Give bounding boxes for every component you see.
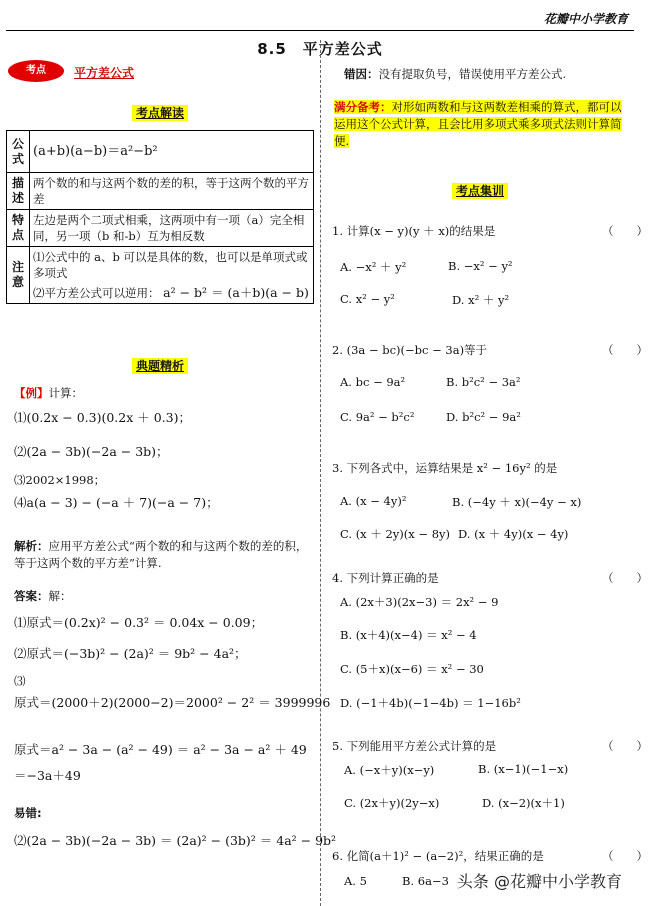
option: C. (5＋x)(x−6) ＝ x² − 30 [340,662,484,676]
section-dianti-title: 典题精析 [132,358,188,374]
table-row [7,131,314,173]
row-key: 特点 [7,210,30,247]
section-dianti [0,355,320,374]
row-notes [30,247,314,304]
question-stem: 5. 下列能用平方差公式计算的是 [332,739,497,753]
option: B. −x² − y² [448,259,513,273]
section-jixun-title: 考点集训 [452,183,508,199]
answer-label: 答案： [14,589,49,603]
column-divider [320,40,321,906]
answer-bracket: （ ） [602,343,648,357]
row-key: 注意 [7,247,30,304]
manfen-label: 满分备考： [334,100,392,114]
answer-line: ⑶ [14,674,26,688]
table-row [7,173,314,210]
answer-line: ⑴原式＝(0.2x)² − 0.3² ＝ 0.04x − 0.09； [14,615,264,630]
note-line-2 [33,285,310,301]
row-key: 描述 [7,173,30,210]
answer-line: ⑵原式＝(−3b)² − (2a)² ＝ 9b² − 4a²； [14,646,247,661]
row-text: 两个数的和与这两个数的差的积，等于这两个数的平方差 [30,173,314,210]
section-jiedu [0,102,320,121]
option: D. (x−2)(x＋1) [482,796,565,810]
answer-bracket: （ ） [602,849,648,863]
page-title: 8.5 平方差公式 [257,40,383,58]
note-line-2-text: ⑵平方差公式可以逆用： [33,286,160,300]
example-item: ⑷a(a − 3) − (−a ＋ 7)(−a − 7)； [14,495,219,510]
row-text: 左边是两个二项式相乘，这两项中有一项（a）完全相同，另一项（b 和-b）互为相反数 [30,210,314,247]
option: B. (x＋4)(x−4) ＝ x² − 4 [340,628,477,642]
question-stem: 1. 计算(x − y)(y ＋ x)的结果是 [332,224,496,238]
option: C. 9a² − b²c² [340,410,415,424]
jiexi-label: 解析： [14,539,49,553]
kaodian-badge: 考点 [8,60,64,82]
option: C. (2x＋y)(2y−x) [344,796,440,810]
answer-line: ＝−3a＋49 [14,768,81,783]
yicuo-line: ⑵(2a − 3b)(−2a − 3b) ＝ (2a)² − (3b)² ＝ 4a² − 9b² [14,833,337,848]
badge-topic: 平方差公式 [74,66,135,80]
cuoyin-text: 没有提取负号，错误使用平方差公式. [378,67,567,81]
note-line-2-formula: a² − b² ＝ (a＋b)(a − b) [163,285,309,300]
question-stem: 2. (3a − bc)(−bc − 3a)等于 [332,343,488,357]
jiexi-block [14,538,312,572]
answer-intro-text: 解： [48,589,72,603]
table-row [7,210,314,247]
option: B. 6a−3 [402,874,449,888]
section-jixun [320,180,640,199]
question-stem: 3. 下列各式中，运算结果是 x² − 16y² 的是 [332,461,558,475]
question-stem: 4. 下列计算正确的是 [332,571,439,585]
note-line-1: ⑴公式中的 a、b 可以是具体的数，也可以是单项式或多项式 [33,250,308,280]
cuoyin-block [344,66,566,83]
option: D. (−1＋4b)(−1−4b) ＝ 1−16b² [340,696,521,710]
header-title: 花瓣中小学教育 [543,12,628,26]
example-item: ⑶2002×1998； [14,473,106,487]
answer-intro [14,588,72,605]
knowledge-table [6,130,314,304]
answer-bracket: （ ） [602,571,648,585]
answer-bracket: （ ） [602,224,648,238]
answer-bracket: （ ） [602,739,648,753]
section-jiedu-title: 考点解读 [132,105,188,121]
example-item: ⑵(2a − 3b)(−2a − 3b)； [14,444,169,459]
example-item: ⑴(0.2x − 0.3)(0.2x ＋ 0.3)； [14,410,191,425]
jiexi-text: 应用平方差公式“两个数的和与这两个数的差的积，等于这两个数的平方差”计算. [14,539,308,570]
option: B. (−4y ＋ x)(−4y − x) [452,495,582,509]
manfen-text: 对形如两数和与这两数差相乘的算式，都可以运用这个公式计算，且会比用多项式乘多项式法则计算简便. [334,100,622,148]
option: A. bc − 9a² [340,375,406,389]
option: A. (x − 4y)² [340,494,407,508]
manfen-block [334,99,632,150]
table-row [7,247,314,304]
yicuo-label: 易错: [14,806,42,820]
watermark: 头条 @花瓣中小学教育 [456,872,622,891]
option: A. 5 [344,874,367,888]
row-key: 公式 [7,131,30,173]
answer-line: 原式＝(2000＋2)(2000−2)＝2000² − 2² ＝ 3999996 [14,695,331,710]
option: B. (x−1)(−1−x) [478,762,569,776]
option: A. (−x＋y)(x−y) [344,763,435,777]
question-stem: 6. 化简(a＋1)² − (a−2)²，结果正确的是 [332,849,544,863]
header-rule [6,30,634,31]
example-intro-text: 计算： [48,386,83,400]
option: D. b²c² − 9a² [446,410,521,424]
option: A. −x² ＋ y² [340,260,407,274]
row-formula: (a+b)(a−b)＝a²−b² [30,131,314,173]
option: C. (x ＋ 2y)(x − 8y) [340,527,451,541]
option: B. b²c² − 3a² [446,375,521,389]
answer-line: 原式＝a² − 3a − (a² − 49) ＝ a² − 3a − a² ＋ 49 [14,742,307,757]
example-intro [14,385,83,402]
option: A. (2x＋3)(2x−3) ＝ 2x² − 9 [340,595,499,609]
cuoyin-label: 错因： [344,67,379,81]
option: D. x² ＋ y² [452,293,510,307]
option: D. (x ＋ 4y)(x − 4y) [458,527,569,541]
option: C. x² − y² [340,292,395,306]
example-label: 【例】 [14,386,49,400]
